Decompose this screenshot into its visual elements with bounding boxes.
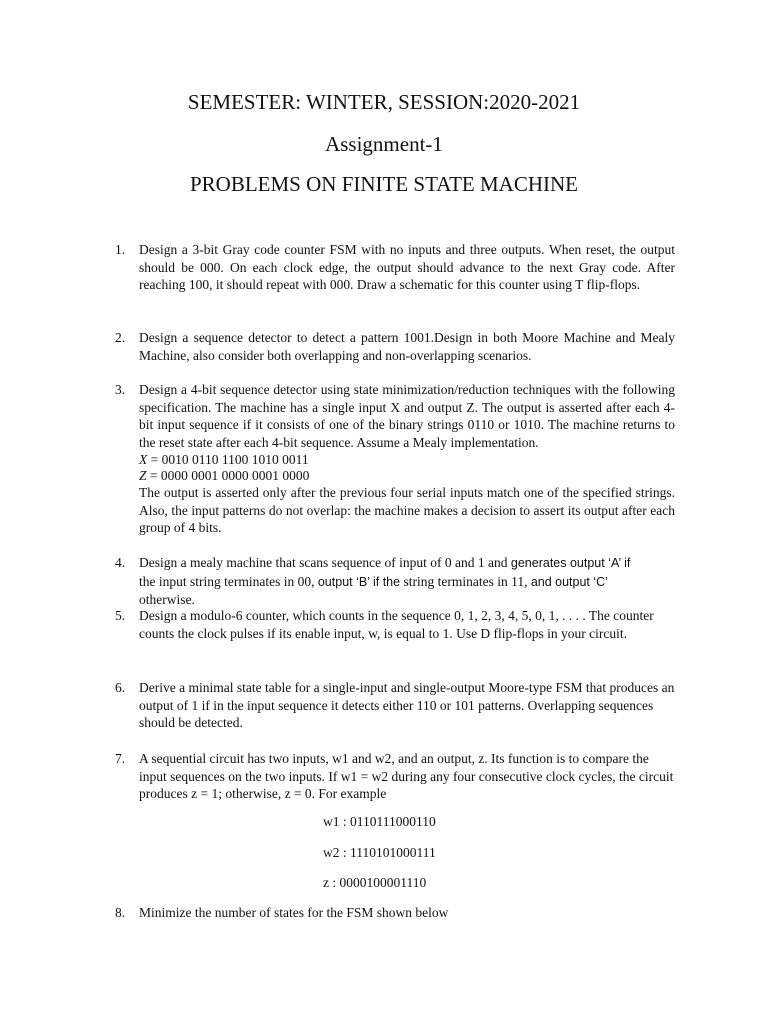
problem-1-text: Design a 3-bit Gray code counter FSM with no inputs and three outputs. When reset, the output should be 000. On each clock edge, the output should advance to the next Gray code. After reaching 100, it should repeat with 000. Draw a schematic for this counter using T flip-flops. — [139, 242, 675, 292]
problem-4-text — [139, 554, 675, 609]
problem-3-z-sequence — [139, 467, 309, 485]
problem-5-number: 5. — [115, 608, 126, 623]
problem-1-number: 1. — [115, 242, 126, 257]
problem-4-line-2 — [139, 573, 675, 592]
example-w1: w1 : 0110111000110 — [323, 814, 436, 829]
problem-8-text: Minimize the number of states for the FSM shown below — [139, 905, 449, 920]
problem-2-number: 2. — [115, 330, 126, 345]
problem-4-output-b: output ‘B’ if the — [317, 574, 401, 589]
problem-3-text: Design a 4-bit sequence detector using state minimization/reduction techniques with the following specification. The machine has a single input X and output Z. The output is asserted after each 4-bit input sequence if it consists of one of the binary strings 0110 or 1010. The machine returns to the reset state after each 4-bit sequence. Assume a Mealy implementation. — [139, 382, 675, 450]
example-z: z : 0000100001110 — [323, 875, 427, 890]
problem-7-text: A sequential circuit has two inputs, w1 and w2, and an output, z. Its function is to compare the input sequences on the two inputs. If w1 = w2 during any four consecutive clock cycles, the circuit produces z = 1; otherwise, z = 0. For example — [139, 751, 674, 801]
x-values: = 0010 0110 1100 1010 0011 — [147, 452, 309, 467]
z-variable: Z — [139, 468, 147, 483]
problem-3-x-sequence — [139, 451, 309, 469]
problem-3-number: 3. — [115, 382, 126, 397]
example-w2: w2 : 1110101000111 — [323, 845, 436, 860]
problem-4-segment-3: the input string terminates in 00, — [139, 573, 318, 589]
problem-4-output-c: and output ‘C’ — [530, 574, 608, 589]
problem-8-number: 8. — [115, 905, 126, 920]
problem-2-text: Design a sequence detector to detect a pattern 1001.Design in both Moore Machine and Mealy Machine, also consider both overlapping and non-overlapping scenarios. — [139, 330, 675, 363]
assignment-title: Assignment-1 — [325, 132, 443, 156]
problem-4-line-1 — [139, 554, 675, 573]
problem-4-output-a: generates output ‘A’ if — [510, 556, 631, 570]
problem-4-line-3: otherwise. — [139, 592, 195, 607]
topic-heading: PROBLEMS ON FINITE STATE MACHINE — [190, 172, 578, 196]
problem-4-segment-5: string terminates in 11, — [400, 573, 531, 589]
problem-6-number: 6. — [115, 680, 126, 695]
problem-4-segment-1: Design a mealy machine that scans sequence of input of 0 and 1 and — [139, 555, 511, 570]
problem-5-text: Design a modulo-6 counter, which counts in the sequence 0, 1, 2, 3, 4, 5, 0, 1, . . . . The counter counts the clock pulses if its enable input, w, is equal to 1. Use D flip-flops in your circuit. — [139, 608, 654, 641]
x-variable: X — [139, 452, 148, 467]
problem-6-text: Derive a minimal state table for a single-input and single-output Moore-type FSM that produces an output of 1 if in the input sequence it detects either 110 or 101 patterns. Overlapping sequences should be detected. — [139, 680, 675, 730]
problem-3-note: The output is asserted only after the previous four serial inputs match one of the specified strings. Also, the input patterns do not overlap: the machine makes a decision to assert its output after each group of 4 bits. — [139, 485, 675, 535]
z-values: = 0000 0001 0000 0001 0000 — [146, 468, 310, 483]
problem-4-number: 4. — [115, 555, 126, 570]
problem-7-number: 7. — [115, 751, 126, 766]
semester-heading: SEMESTER: WINTER, SESSION:2020-2021 — [187, 90, 581, 114]
